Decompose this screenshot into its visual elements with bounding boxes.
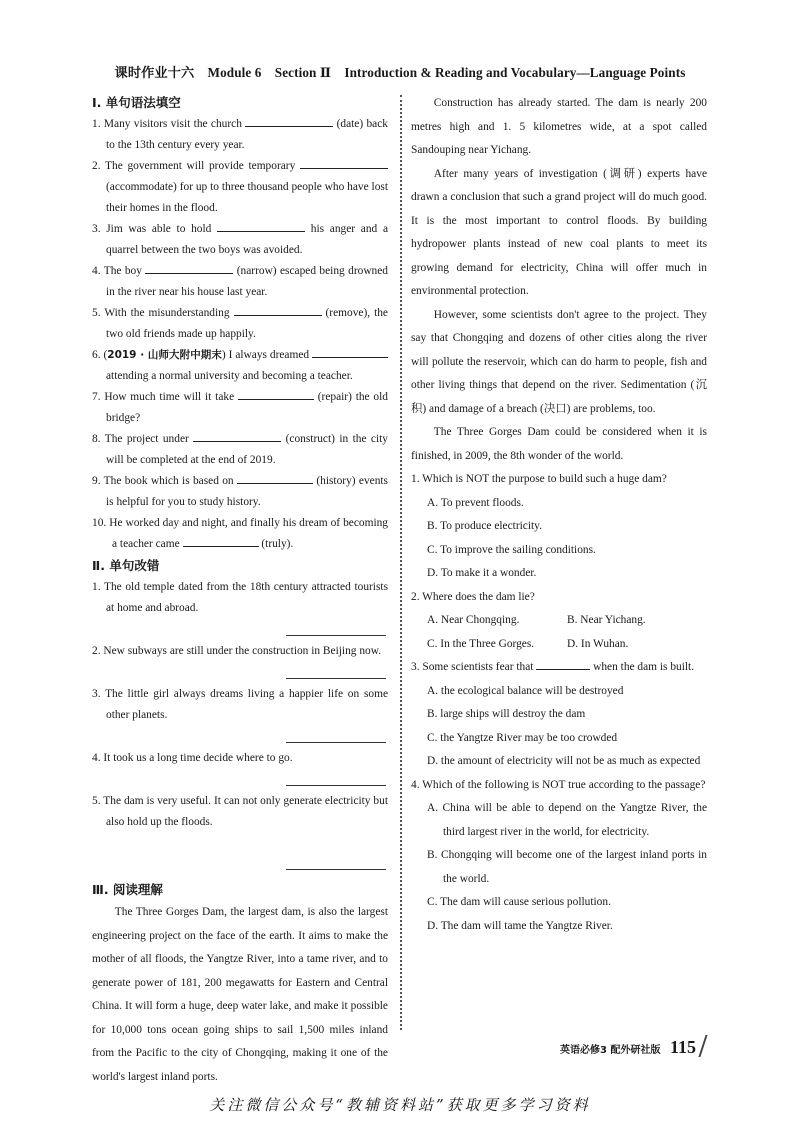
answer-option[interactable]: C. The dam will cause serious pollution. bbox=[427, 896, 611, 908]
option-row bbox=[411, 633, 707, 657]
left-column bbox=[92, 92, 388, 1089]
answer-option[interactable]: B. Near Yichang. bbox=[567, 614, 646, 626]
answer-blank[interactable] bbox=[238, 387, 314, 400]
answer-blank[interactable] bbox=[193, 429, 281, 442]
answer-option[interactable]: B. To produce electricity. bbox=[427, 520, 542, 532]
question: 2. Where does the dam lie? bbox=[411, 590, 535, 603]
answer-line[interactable] bbox=[92, 726, 388, 748]
answer-option[interactable]: C. In the Three Gorges. bbox=[427, 637, 535, 650]
page-number: 115 bbox=[670, 1037, 697, 1057]
grammar-item: 2. The government will provide temporary (accommodate) for up to three thousand people who have lost their homes in the flood. bbox=[92, 156, 388, 219]
book-name: 英语必修3 配外研社版 bbox=[560, 1045, 661, 1056]
question: 3. Some scientists fear that when the dam is built. bbox=[411, 656, 707, 680]
grammar-item: 10. He worked day and night, and finally his dream of becoming a teacher came (truly). bbox=[92, 517, 388, 550]
grammar-item: 5. With the misunderstanding (remove), the two old friends made up happily. bbox=[92, 303, 388, 345]
question-list bbox=[411, 468, 707, 938]
answer-line[interactable] bbox=[92, 662, 388, 684]
column-divider bbox=[400, 95, 402, 1030]
source-tag: 2019 · 山师大附中期末 bbox=[107, 349, 222, 361]
grammar-item: 1. Many visitors visit the church (date) back to the 13th century every year. bbox=[92, 114, 388, 156]
answer-option[interactable]: C. the Yangtze River may be too crowded bbox=[427, 731, 618, 744]
section-2-heading: Ⅱ. 单句改错 bbox=[92, 558, 160, 573]
answer-line[interactable] bbox=[92, 619, 388, 641]
grammar-item: 7. How much time will it take (repair) the old bridge? bbox=[92, 387, 388, 429]
answer-option[interactable]: A. Near Chongqing. bbox=[427, 614, 520, 626]
answer-blank[interactable] bbox=[234, 303, 322, 316]
grammar-item: 3. Jim was able to hold his anger and a quarrel between the two boys was avoided. bbox=[92, 219, 388, 261]
answer-option[interactable]: B. large ships will destroy the dam bbox=[427, 708, 586, 720]
answer-blank[interactable] bbox=[183, 534, 259, 547]
error-item: 4. It took us a long time decide where to go. bbox=[92, 752, 293, 764]
answer-option[interactable]: D. The dam will tame the Yangtze River. bbox=[427, 919, 613, 932]
section-3-heading: Ⅲ. 阅读理解 bbox=[92, 882, 163, 897]
error-item: 2. New subways are still under the construction in Beijing now. bbox=[92, 645, 382, 657]
answer-option[interactable]: A. To prevent floods. bbox=[427, 496, 524, 509]
page-slash-decoration bbox=[698, 1035, 707, 1057]
error-item: 3. The little girl always dreams living a happier life on some other planets. bbox=[92, 688, 388, 721]
answer-option[interactable]: B. Chongqing will become one of the largest inland ports in the world. bbox=[427, 849, 707, 885]
answer-line[interactable] bbox=[92, 833, 388, 875]
answer-option[interactable]: D. the amount of electricity will not be as much as expected bbox=[427, 755, 701, 767]
promo-footnote: 关注微信公众号“教辅资料站”获取更多学习资料 bbox=[209, 1096, 591, 1114]
right-column bbox=[411, 92, 707, 938]
grammar-item: 4. The boy (narrow) escaped being drowned in the river near his house last year. bbox=[92, 261, 388, 303]
answer-option[interactable]: A. the ecological balance will be destroyed bbox=[427, 684, 624, 697]
page-footer bbox=[560, 1037, 708, 1059]
answer-blank[interactable] bbox=[245, 114, 333, 127]
reading-passage: After many years of investigation (调研) experts have drawn a conclusion that such a grand project will do much good. It is the most important to control floods. By building hydropower plants instead of new coal plants to meet its growing demand for electricity, China will offer much in environmental protection. bbox=[411, 167, 707, 297]
question: 4. Which of the following is NOT true according to the passage? bbox=[411, 778, 706, 791]
answer-blank[interactable] bbox=[312, 345, 388, 358]
answer-option[interactable]: C. To improve the sailing conditions. bbox=[427, 543, 596, 556]
grammar-item: 9. The book which is based on (history) events is helpful for you to study history. bbox=[92, 471, 388, 513]
question: 1. Which is NOT the purpose to build such a huge dam? bbox=[411, 473, 667, 485]
answer-blank[interactable] bbox=[536, 657, 590, 670]
section-1-heading: Ⅰ. 单句语法填空 bbox=[92, 95, 181, 110]
reading-passage: The Three Gorges Dam, the largest dam, is also the largest engineering project on the face of the earth. It aims to make the mother of all floods, the Yangtze River, into a tame river, and to generate power of 181, 200 megawatts for Eastern and Central China. It will form a huge, deep water lake, and make it possible for 10,000 tons ocean going ships to sail 1,500 miles inland from the Pacific to the city of Chongqing, making it one of the world's largest inland ports. bbox=[92, 906, 388, 1083]
answer-blank[interactable] bbox=[300, 156, 388, 169]
answer-line[interactable] bbox=[92, 769, 388, 791]
answer-option[interactable]: D. In Wuhan. bbox=[567, 637, 629, 650]
grammar-item: 6. (2019 · 山师大附中期末) I always dreamed attending a normal university and becoming a teacher. bbox=[92, 345, 388, 387]
reading-passage: Construction has already started. The dam is nearly 200 metres high and 1. 5 kilometres wide, at a spot called Sandouping near Yichang. bbox=[411, 97, 707, 156]
error-item: 5. The dam is very useful. It can not only generate electricity but also hold up the floods. bbox=[92, 795, 388, 828]
option-row bbox=[411, 609, 707, 633]
answer-blank[interactable] bbox=[237, 471, 313, 484]
answer-option[interactable]: D. To make it a wonder. bbox=[427, 567, 537, 579]
grammar-item: 8. The project under (construct) in the city will be completed at the end of 2019. bbox=[92, 429, 388, 471]
answer-blank[interactable] bbox=[217, 219, 305, 232]
answer-option[interactable]: A. China will be able to depend on the Yangtze River, the third largest river in the world, for electricity. bbox=[427, 802, 707, 838]
error-item: 1. The old temple dated from the 18th century attracted tourists at home and abroad. bbox=[92, 581, 388, 614]
reading-passage: The Three Gorges Dam could be considered when it is finished, in 2009, the 8th wonder of the world. bbox=[411, 426, 707, 462]
reading-passage: However, some scientists don't agree to the project. They say that Chongqing and dozens of other cities along the river will pollute the reservoir, which can do harm to people, fish and other living things that depend on the river. Sedimentation (沉积) and damage of a breach (决口) are problems, too. bbox=[411, 308, 707, 415]
answer-blank[interactable] bbox=[145, 261, 233, 274]
page-title: 课时作业十六 Module 6 Section Ⅱ Introduction & Reading and Vocabulary—Language Points bbox=[114, 65, 686, 80]
